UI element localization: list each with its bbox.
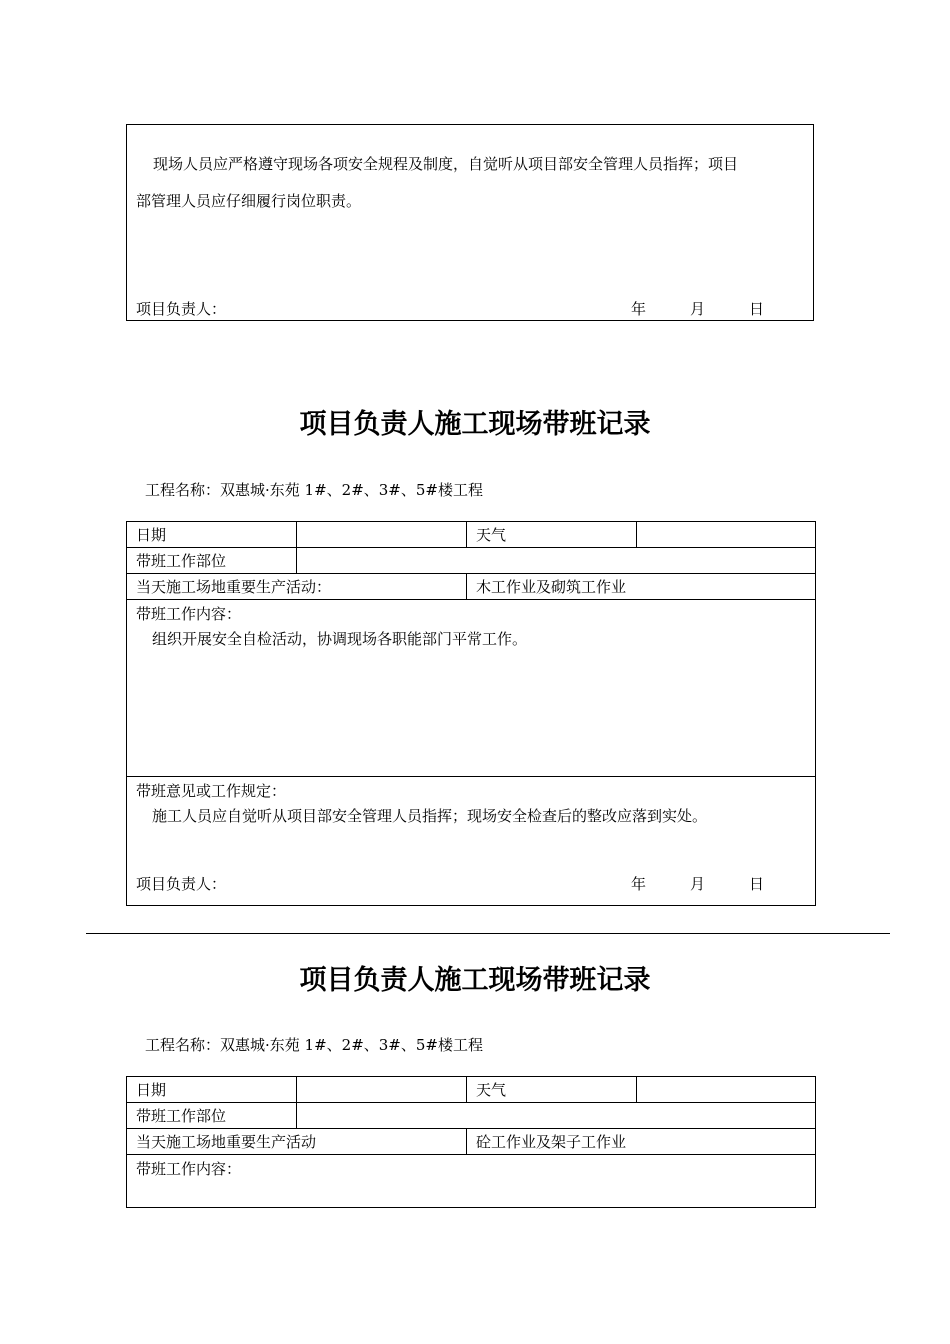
record1-row-position	[127, 548, 816, 574]
date-month-label: 月	[690, 300, 706, 318]
date-day-label: 日	[749, 875, 765, 893]
record2-row-position	[127, 1103, 816, 1129]
manager-signature-label: 项目负责人：	[136, 300, 227, 318]
date-year-label: 年	[631, 300, 647, 318]
date-day-label: 日	[749, 300, 765, 318]
record2-row-date	[127, 1077, 816, 1103]
previous-record-opinion-box	[126, 124, 814, 321]
date-month-label: 月	[690, 875, 706, 893]
activity-label: 当天施工场地重要生产活动：	[127, 574, 467, 600]
opinion-label: 带班意见或工作规定：	[136, 782, 287, 800]
record1-row-activity	[127, 574, 816, 600]
record2-row-activity	[127, 1129, 816, 1155]
record1-project-name: 工程名称：双惠城·东苑 1#、2#、3#、5#楼工程	[145, 481, 483, 499]
weather-label: 天气	[467, 522, 637, 548]
weather-value	[637, 1077, 816, 1103]
date-value	[297, 522, 467, 548]
activity-value: 砼工作业及架子工作业	[467, 1129, 816, 1155]
record2-title: 项目负责人施工现场带班记录	[299, 965, 651, 996]
record1-row-opinion	[127, 777, 816, 906]
date-year-label: 年	[631, 875, 647, 893]
position-label: 带班工作部位	[127, 548, 297, 574]
opinion-text-line2: 部管理人员应仔细履行岗位职责。	[136, 192, 362, 210]
page-divider-line	[86, 933, 890, 934]
activity-label: 当天施工场地重要生产活动	[127, 1129, 467, 1155]
manager-signature-label: 项目负责人：	[136, 875, 227, 893]
opinion-text: 施工人员应自觉听从项目部安全管理人员指挥；现场安全检查后的整改应落到实处。	[152, 807, 708, 825]
record1-title: 项目负责人施工现场带班记录	[299, 409, 651, 440]
content-text: 组织开展安全自检活动，协调现场各职能部门平常工作。	[152, 630, 528, 648]
content-label: 带班工作内容：	[136, 1160, 242, 1178]
position-label: 带班工作部位	[127, 1103, 297, 1129]
date-value	[297, 1077, 467, 1103]
weather-value	[637, 522, 816, 548]
opinion-cell	[127, 777, 816, 906]
date-label: 日期	[127, 522, 297, 548]
activity-value: 木工作业及砌筑工作业	[467, 574, 816, 600]
record2-table	[126, 1076, 816, 1208]
position-value	[297, 1103, 816, 1129]
content-cell	[127, 600, 816, 777]
content-cell	[127, 1155, 816, 1208]
position-value	[297, 548, 816, 574]
opinion-text-line1: 现场人员应严格遵守现场各项安全规程及制度，自觉听从项目部安全管理人员指挥；项目	[153, 155, 739, 173]
record2-row-content	[127, 1155, 816, 1208]
record1-table	[126, 521, 816, 906]
record2-project-name: 工程名称：双惠城·东苑 1#、2#、3#、5#楼工程	[145, 1036, 483, 1054]
content-label: 带班工作内容：	[136, 605, 242, 623]
weather-label: 天气	[467, 1077, 637, 1103]
record1-row-content	[127, 600, 816, 777]
record1-row-date	[127, 522, 816, 548]
date-label: 日期	[127, 1077, 297, 1103]
